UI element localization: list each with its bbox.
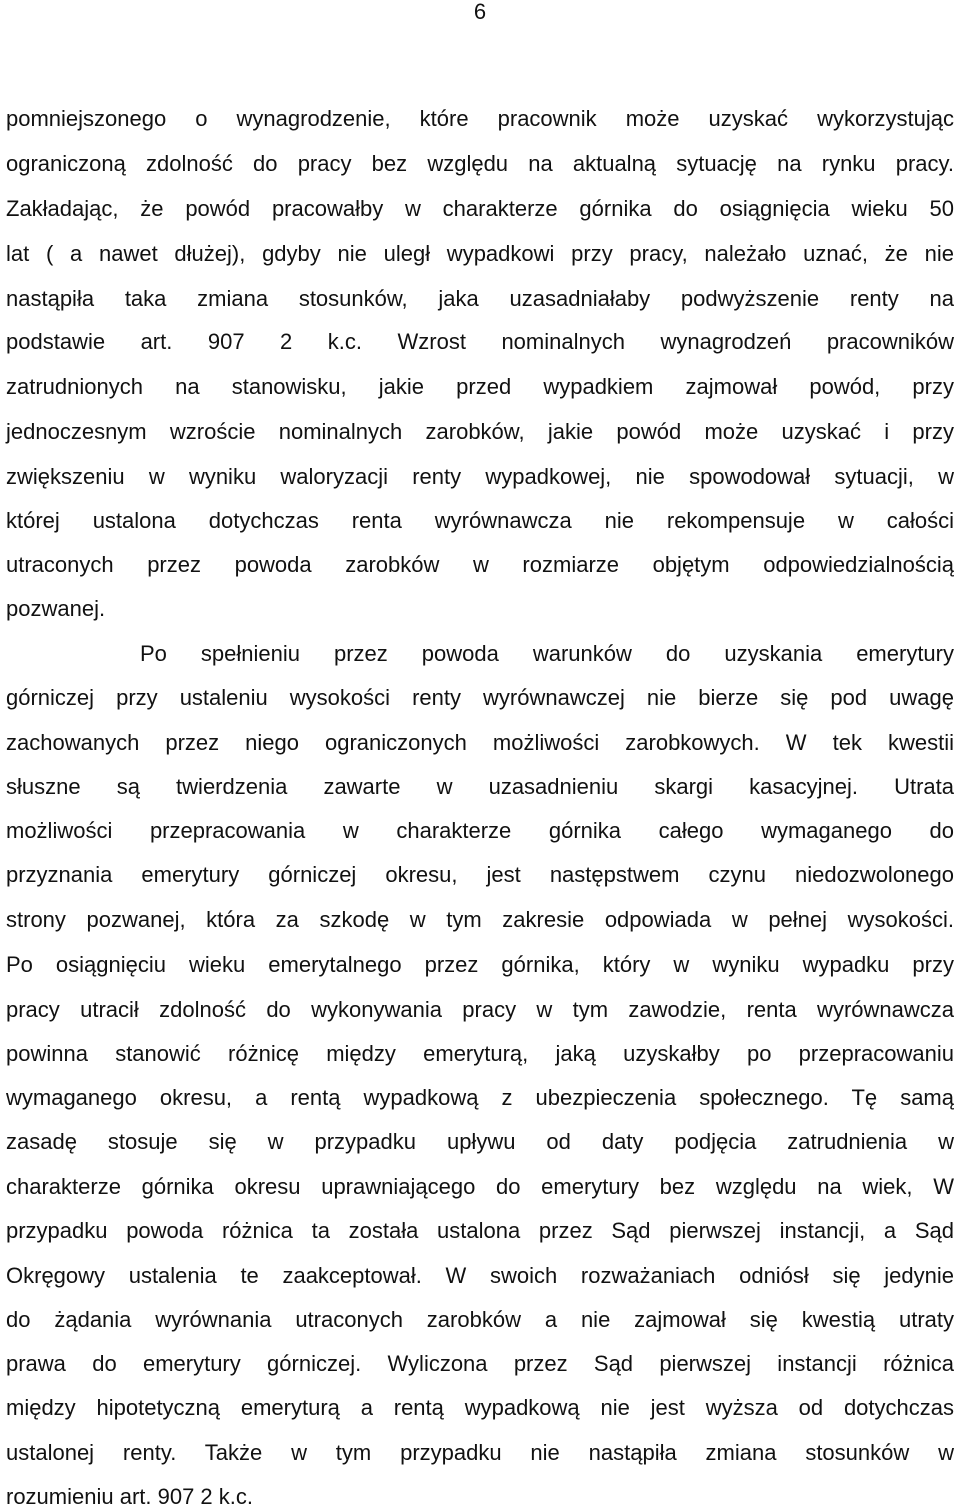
text-line: ustalonej renty. Także w tym przypadku nie nastąpiła zmiana stosunków w [6, 1440, 954, 1465]
text-line: utraconych przez powoda zarobków w rozmiarze objętym odpowiedzialnością [6, 552, 954, 577]
text-line: której ustalona dotychczas renta wyrównawcza nie rekompensuje w całości [6, 508, 954, 533]
page-number: 6 [473, 0, 487, 24]
text-line: zatrudnionych na stanowisku, jakie przed wypadkiem zajmował powód, przy [6, 374, 954, 399]
text-line: do żądania wyrównania utraconych zarobków a nie zajmował się kwestią utraty [6, 1307, 954, 1332]
paragraph-first-line: Po spełnieniu przez powoda warunków do uzyskania emerytury [140, 641, 954, 666]
text-line: wymaganego okresu, a rentą wypadkową z ubezpieczenia społecznego. Tę samą [6, 1085, 954, 1110]
text-line: Zakładając, że powód pracowałby w charakterze górnika do osiągnięcia wieku 50 [6, 196, 954, 221]
text-line: zachowanych przez niego ograniczonych możliwości zarobkowych. W tek kwestii [6, 730, 954, 755]
text-line: między hipotetyczną emeryturą a rentą wypadkową nie jest wyższa od dotychczas [6, 1395, 954, 1420]
text-line: słuszne są twierdzenia zawarte w uzasadnieniu skargi kasacyjnej. Utrata [6, 774, 954, 799]
text-line: górniczej przy ustaleniu wysokości renty wyrównawczej nie bierze się pod uwagę [6, 685, 954, 710]
text-line: lat ( a nawet dłużej), gdyby nie uległ wypadkowi przy pracy, należało uznać, że nie [6, 241, 954, 266]
text-line: rozumieniu art. 907 2 k.c. [6, 1484, 254, 1509]
text-line: powinna stanowić różnicę między emeryturą, jaką uzyskałby po przepracowaniu [6, 1041, 954, 1066]
text-line: zwiększeniu w wyniku waloryzacji renty wypadkowej, nie spowodował sytuacji, w [6, 464, 954, 489]
text-line: przypadku powoda różnica ta została ustalona przez Sąd pierwszej instancji, a Sąd [6, 1218, 954, 1243]
text-line: pozwanej. [6, 596, 106, 621]
text-line: jednoczesnym wzroście nominalnych zarobków, jakie powód może uzyskać i przy [6, 419, 954, 444]
text-line: możliwości przepracowania w charakterze górnika całego wymaganego do [6, 818, 954, 843]
text-line: przyznania emerytury górniczej okresu, jest następstwem czynu niedozwolonego [6, 862, 954, 887]
text-line: zasadę stosuje się w przypadku upływu od daty podjęcia zatrudnienia w [6, 1129, 954, 1154]
text-line: ograniczoną zdolność do pracy bez względu na aktualną sytuację na rynku pracy. [6, 151, 954, 176]
text-line: Po osiągnięciu wieku emerytalnego przez górnika, który w wyniku wypadku przy [6, 952, 954, 977]
text-line: nastąpiła taka zmiana stosunków, jaka uzasadniałaby podwyższenie renty na [6, 286, 954, 311]
text-line: pomniejszonego o wynagrodzenie, które pracownik może uzyskać wykorzystując [6, 106, 954, 131]
text-line: Okręgowy ustalenia te zaakceptował. W swoich rozważaniach odniósł się jedynie [6, 1263, 954, 1288]
text-line: charakterze górnika okresu uprawniającego do emerytury bez względu na wiek, W [6, 1174, 954, 1199]
text-line: podstawie art. 907 2 k.c. Wzrost nominalnych wynagrodzeń pracowników [6, 329, 954, 354]
text-line: prawa do emerytury górniczej. Wyliczona przez Sąd pierwszej instancji różnica [6, 1351, 954, 1376]
text-line: strony pozwanej, która za szkodę w tym zakresie odpowiada w pełnej wysokości. [6, 907, 954, 932]
text-line: pracy utracił zdolność do wykonywania pracy w tym zawodzie, renta wyrównawcza [6, 997, 954, 1022]
